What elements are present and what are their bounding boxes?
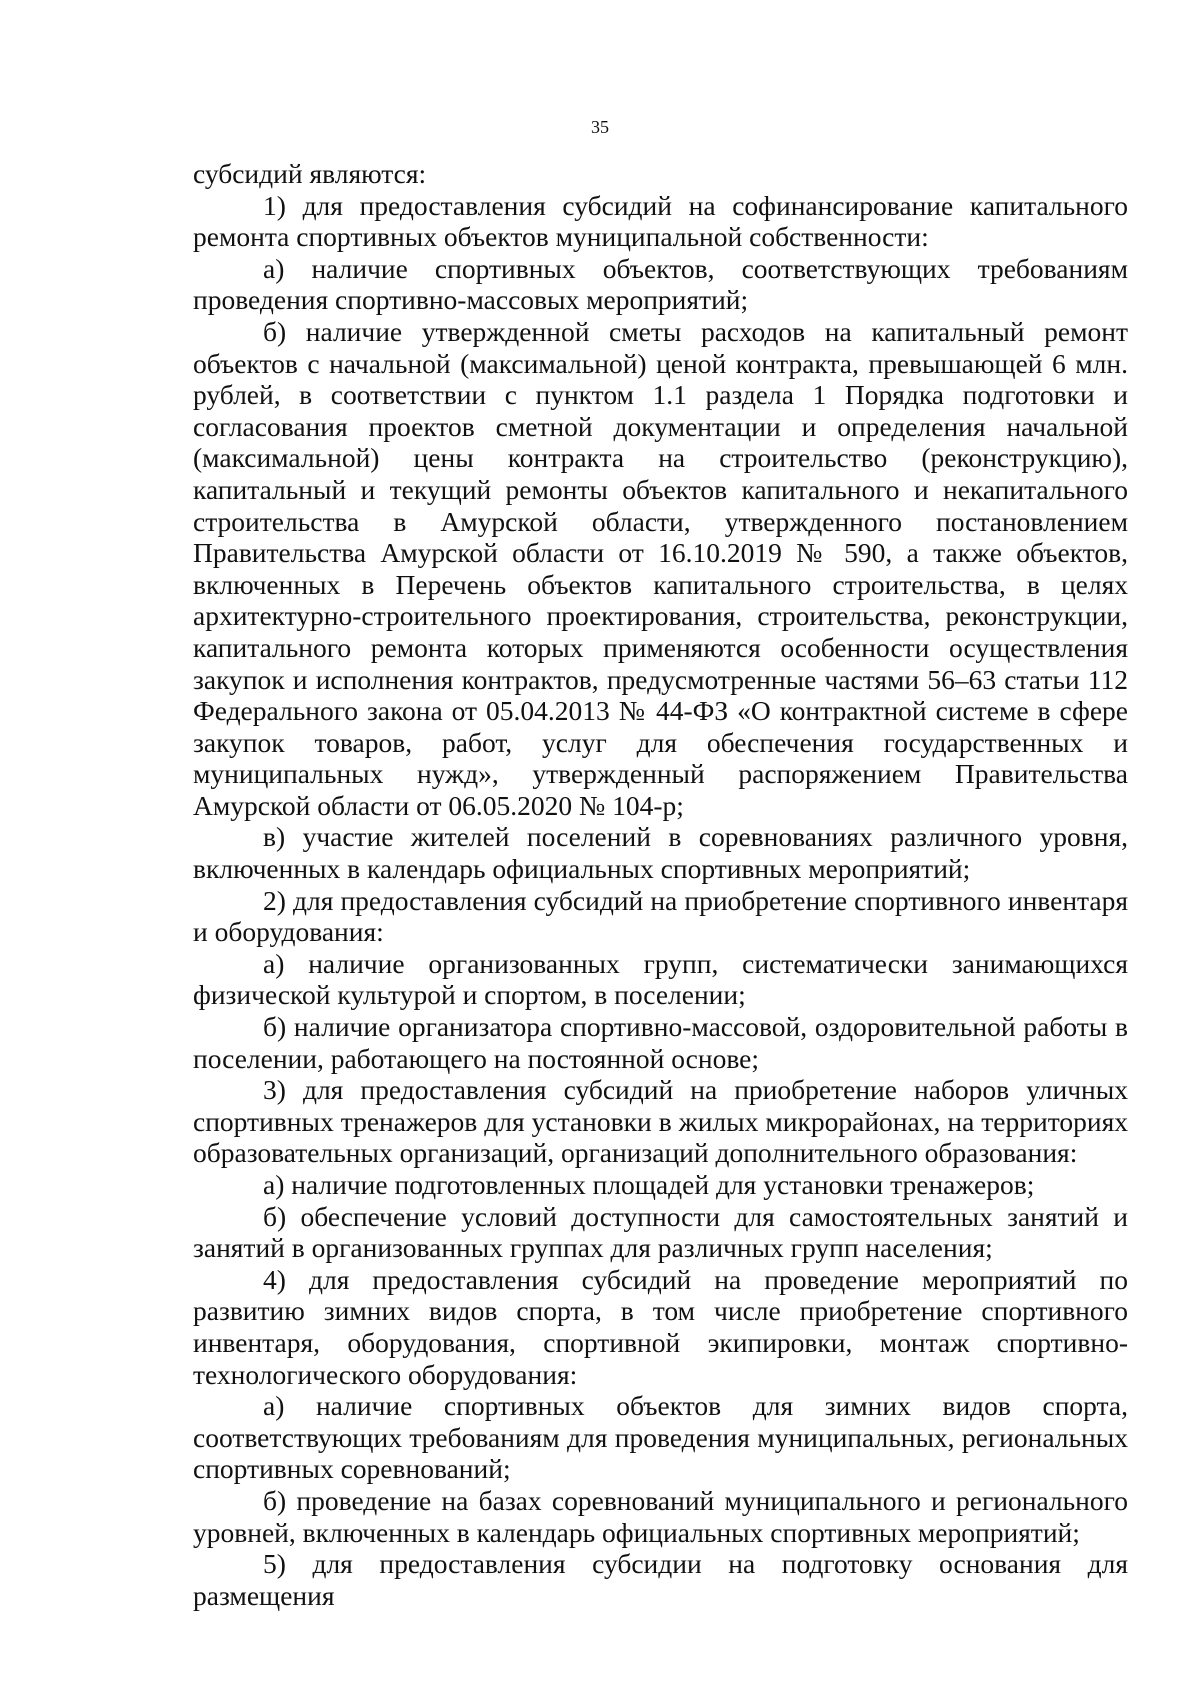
paragraph: субсидий являются:: [193, 158, 427, 189]
paragraph: 5) для предоставления субсидии на подготовку основания для размещения: [193, 1548, 1128, 1611]
paragraph: 4) для предоставления субсидий на проведение мероприятий по развитию зимних видов спорта, в том числе приобретение спортивного инвентаря, оборудования, спортивной экипировки, монтаж спортивно-технологического оборудования:: [193, 1263, 1128, 1390]
paragraph: 2) для предоставления субсидий на приобретение спортивного инвентаря и оборудования:: [193, 884, 1128, 948]
body-text: [193, 158, 1128, 1611]
paragraph: б) обеспечение условий доступности для самостоятельных занятий и занятий в организованных группах для различных групп населения;: [193, 1200, 1128, 1264]
paragraph: 3) для предоставления субсидий на приобретение наборов уличных спортивных тренажеров для установки в жилых микрорайонах, на территориях образовательных организаций, организаций дополнительного образования:: [193, 1074, 1128, 1169]
paragraph: б) проведение на базах соревнований муниципального и регионального уровней, включенных в календарь официальных спортивных мероприятий;: [193, 1484, 1128, 1548]
paragraph: а) наличие спортивных объектов для зимних видов спорта, соответствующих требованиям для проведения муниципальных, региональных спортивных соревнований;: [193, 1390, 1128, 1485]
paragraph: а) наличие организованных групп, систематически занимающихся физической культурой и спортом, в поселении;: [193, 947, 1128, 1011]
paragraph: а) наличие спортивных объектов, соответствующих требованиям проведения спортивно-массовых мероприятий;: [193, 252, 1128, 316]
paragraph: в) участие жителей поселений в соревнованиях различного уровня, включенных в календарь официальных спортивных мероприятий;: [193, 821, 1128, 885]
paragraph: 1) для предоставления субсидий на софинансирование капитального ремонта спортивных объектов муниципальной собственности:: [193, 189, 1128, 253]
page-number: 35: [591, 117, 609, 137]
paragraph: б) наличие организатора спортивно-массовой, оздоровительной работы в поселении, работающего на постоянной основе;: [193, 1011, 1128, 1074]
paragraph: б) наличие утвержденной сметы расходов на капитальный ремонт объектов с начальной (максимальной) ценой контракта, превышающей 6 млн. рублей, в соответствии с пунктом 1.1 раздела 1 Порядка подготовки и согласования проектов сметной документации и определения начальной (максимальной) цены контракта на строительство (реконструкцию), капитальный и текущий ремонты объектов капитального и некапитального строительства в Амурской области, утвержденного постановлением Правительства Амурской области от 16.10.2019 № 590, а также объектов, включенных в Перечень объектов капитального строительства, в целях архитектурно-строительного проектирования, строительства, реконструкции, капитального ремонта которых применяются особенности осуществления закупок и исполнения контрактов, предусмотренные частями 56–63 статьи 112 Федерального закона от 05.04.2013 № 44-ФЗ «О контрактной системе в сфере закупок товаров, работ, услуг для обеспечения государственных и муниципальных нужд», утвержденный распоряжением Правительства Амурской области от 06.05.2020 № 104-р;: [193, 315, 1128, 821]
paragraph: а) наличие подготовленных площадей для установки тренажеров;: [263, 1169, 1035, 1200]
